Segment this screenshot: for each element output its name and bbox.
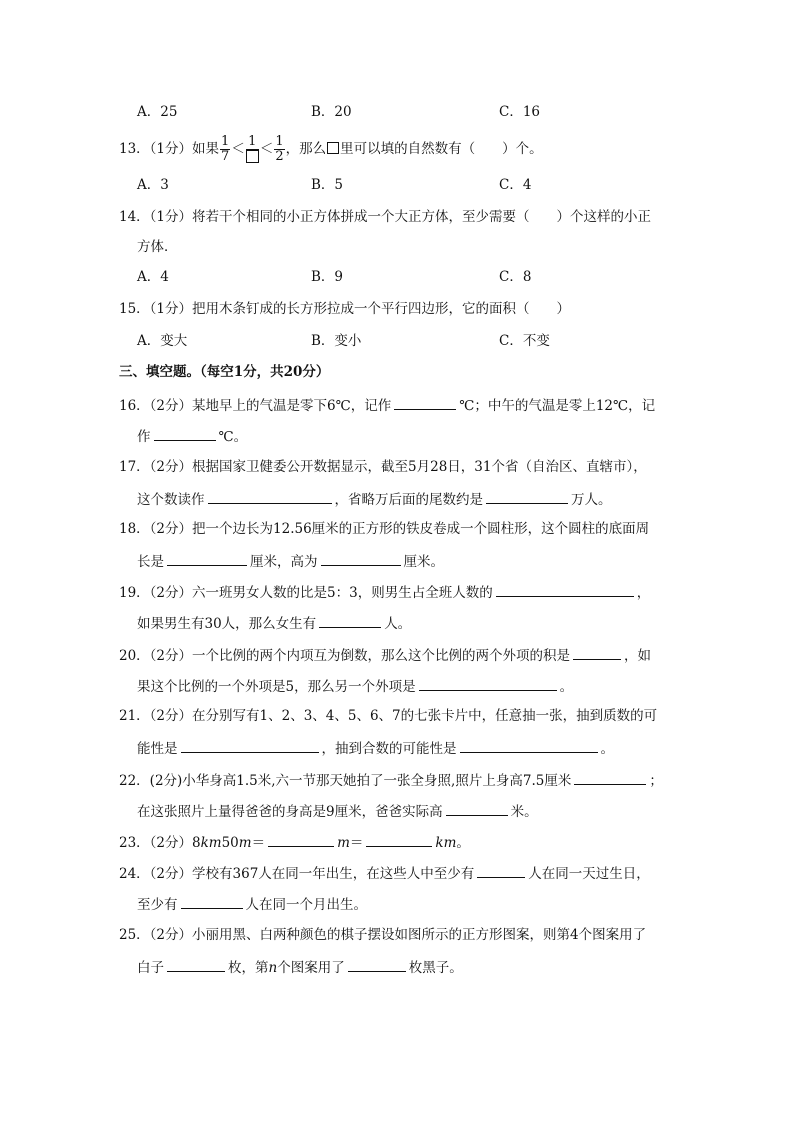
q13-option-b[interactable]: B．5 [311,177,344,193]
q14-option-b[interactable]: B．9 [311,269,344,285]
q13-stem: 13．（1分）如果 $\frac{1}{7}$ ＜ 1 ＜ $\frac{1}{2}$ ，那么 里可以填的自然数有（ ）个。 [119,134,543,164]
answer-blank[interactable] [496,582,634,597]
answer-blank[interactable] [167,957,225,972]
answer-blank[interactable] [460,738,598,753]
q22-stem-cont: 在这张照片上量得爸爸的身高是9厘米，爸爸实际高 米。 [137,801,538,821]
q24-stem: 24．（2分）学校有367人在同一年出生，在这些人中至少有 人在同一天过生日， [119,863,650,883]
q18-stem-cont: 长是 厘米，高为 厘米。 [137,551,444,571]
q15-options [137,332,657,350]
q23-stem: 23．（2分）8km50m＝ m＝ km。 [119,832,470,852]
empty-box-icon [246,150,259,163]
q25-stem-cont: 白子 枚，第n个图案用了 枚黑子。 [137,957,463,977]
answer-blank[interactable] [446,801,508,816]
q13-option-c[interactable]: C．4 [499,177,532,193]
q12-option-c[interactable]: C．16 [499,104,541,120]
q22-stem: 22．(2分)小华身高1.5米,六一节那天她拍了一张全身照,照片上身高7.5厘米 ； [119,770,663,790]
q12-option-a[interactable]: A．25 [137,104,178,120]
q25-stem: 25．（2分）小丽用黑、白两种颜色的棋子摆设如图所示的正方形图案，则第4个图案用了 [119,927,647,943]
q12-option-b[interactable]: B．20 [311,104,352,120]
section-title: 三、填空题。（每空1分，共20分） [119,364,330,380]
answer-blank[interactable] [573,645,621,660]
answer-blank[interactable] [394,395,456,410]
answer-blank[interactable] [486,489,568,504]
q14-stem-cont: 方体． [137,239,178,255]
q14-options [137,268,657,286]
fraction-1-2: $\frac{1}{2}$ [275,134,284,164]
q18-stem: 18．（2分）把一个边长为12.56厘米的正方形的铁皮卷成一个圆柱形，这个圆柱的底面周 [119,521,650,537]
q19-stem: 19．（2分）六一班男女人数的比是5：3，则男生占全班人数的 ， [119,582,650,602]
answer-blank[interactable] [167,551,247,566]
q14-option-c[interactable]: C．8 [499,269,532,285]
empty-box-icon [327,142,339,154]
q20-stem-cont: 果这个比例的一个外项是5，那么另一个外项是 。 [137,676,573,696]
q21-stem: 21．（2分）在分别写有1、2、3、4、5、6、7的七张卡片中，任意抽一张，抽到质数的可 [119,708,658,724]
q14-option-a[interactable]: A．4 [137,269,169,285]
answer-blank[interactable] [348,957,406,972]
q15-stem: 15．（1分）把用木条钉成的长方形拉成一个平行四边形，它的面积（ ） [119,301,571,317]
answer-blank[interactable] [366,832,432,847]
answer-blank[interactable] [154,426,216,441]
fraction-1-7: $\frac{1}{7}$ [221,134,230,164]
q19-stem-cont: 如果男生有30人，那么女生有 人。 [137,613,411,633]
q14-stem: 14．（1分）将若干个相同的小正方体拼成一个大正方体，至少需要（ ）个这样的小正 [119,209,652,225]
q24-stem-cont: 至少有 人在同一个月出生。 [137,894,367,914]
answer-blank[interactable] [181,894,243,909]
answer-blank[interactable] [268,832,334,847]
q12-options [137,103,657,121]
answer-blank[interactable] [321,551,401,566]
answer-blank[interactable] [477,863,525,878]
q20-stem: 20．（2分）一个比例的两个内项互为倒数，那么这个比例的两个外项的积是 ，如 [119,645,651,665]
q15-option-a[interactable]: A．变大 [137,333,188,349]
answer-blank[interactable] [181,738,319,753]
answer-blank[interactable] [319,613,381,628]
q15-option-b[interactable]: B．变小 [311,333,362,349]
answer-blank[interactable] [419,676,557,691]
answer-blank[interactable] [208,489,332,504]
q15-option-c[interactable]: C．不变 [499,333,550,349]
q16-stem: 16．（2分）某地早上的气温是零下6℃，记作 ℃；中午的气温是零上12℃，记 [119,395,655,415]
q13-options [137,176,657,194]
answer-blank[interactable] [574,770,646,785]
fraction-1-box: 1 [246,135,259,164]
q13-option-a[interactable]: A．3 [137,177,169,193]
q17-stem: 17．（2分）根据国家卫健委公开数据显示，截至5月28日，31个省（自治区、直辖市）， [119,459,647,475]
q21-stem-cont: 能性是 ，抽到合数的可能性是 。 [137,738,614,758]
q16-stem-cont: 作 ℃。 [137,426,247,446]
q17-stem-cont: 这个数读作 ，省略万后面的尾数约是 万人。 [137,489,612,509]
